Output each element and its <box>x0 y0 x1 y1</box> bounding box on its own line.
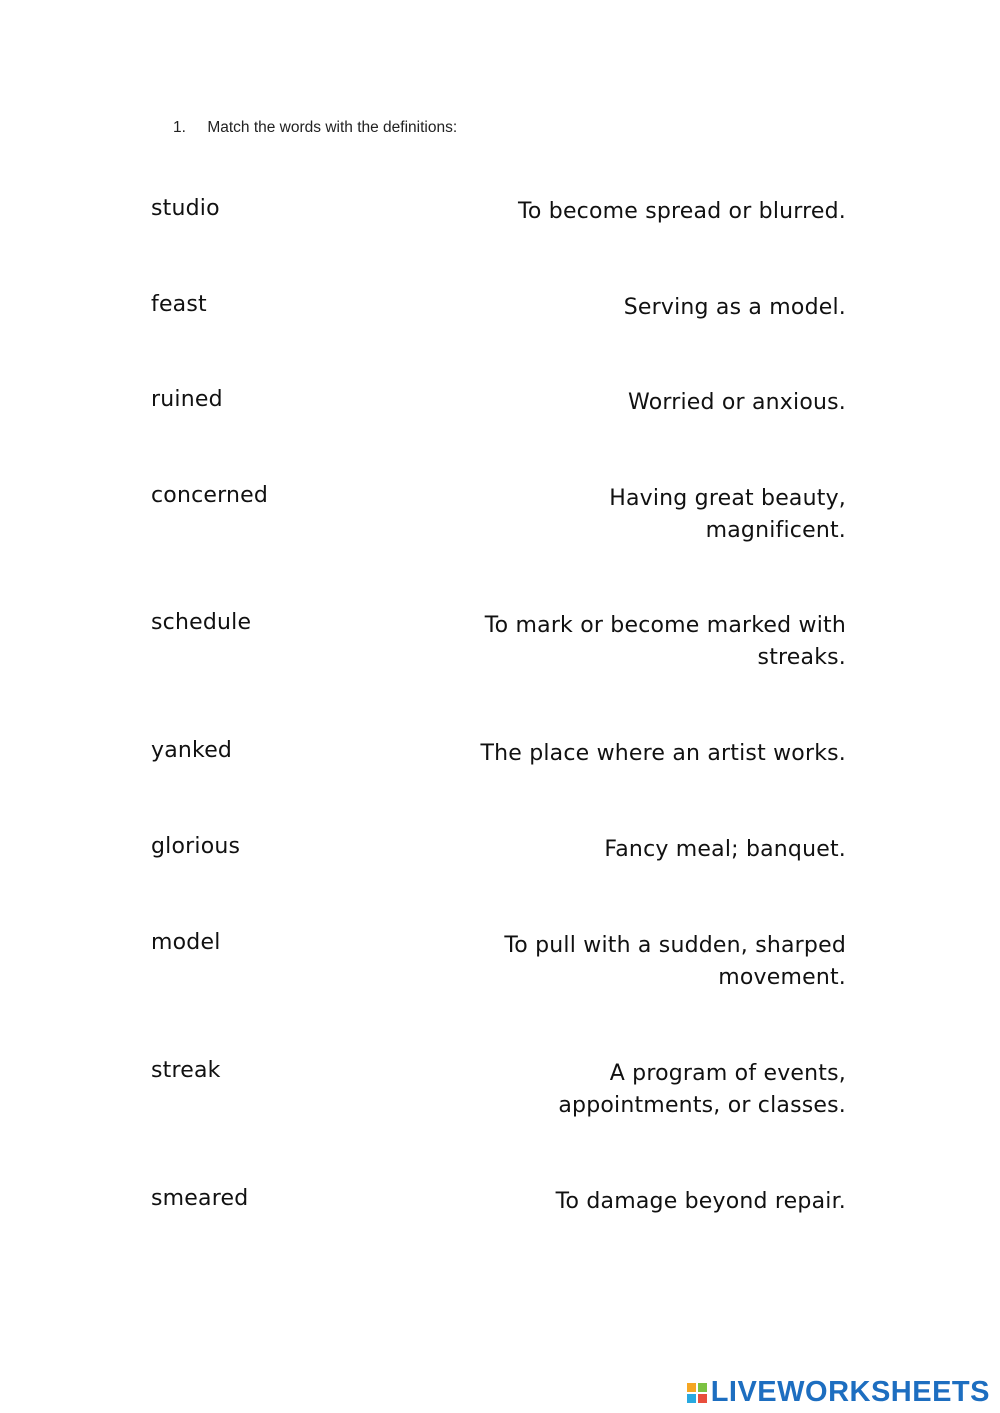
match-definition[interactable] <box>426 387 846 419</box>
match-definition[interactable] <box>426 1058 846 1122</box>
logo-square <box>698 1383 707 1392</box>
instruction-number: 1. <box>173 119 186 136</box>
definition-line: appointments, or classes. <box>558 1093 846 1118</box>
logo-square <box>687 1394 696 1403</box>
logo-icon <box>687 1383 707 1403</box>
match-word[interactable]: feast <box>151 292 207 317</box>
match-definition[interactable] <box>426 834 846 866</box>
match-definition[interactable] <box>426 292 846 324</box>
definition-line: A program of events, <box>609 1061 846 1086</box>
definition-line: Having great beauty, <box>609 486 846 511</box>
match-word[interactable]: yanked <box>151 738 233 763</box>
match-definition[interactable] <box>426 196 846 228</box>
match-word[interactable]: model <box>151 930 221 955</box>
definition-line: movement. <box>718 965 846 990</box>
definition-line: Worried or anxious. <box>628 390 846 415</box>
instruction-text: Match the words with the definitions: <box>207 119 458 136</box>
match-word[interactable]: ruined <box>151 387 223 412</box>
logo-square <box>687 1383 696 1392</box>
match-word[interactable]: concerned <box>151 483 269 508</box>
match-definition[interactable] <box>426 930 846 994</box>
match-word[interactable]: schedule <box>151 610 252 635</box>
logo-text: LIVEWORKSHEETS <box>710 1376 990 1408</box>
definition-line: The place where an artist works. <box>480 741 846 766</box>
definition-line: Fancy meal; banquet. <box>604 837 846 862</box>
definition-line: Serving as a model. <box>623 295 846 320</box>
match-word[interactable]: studio <box>151 196 220 221</box>
logo-square <box>698 1394 707 1403</box>
match-definition[interactable] <box>426 1186 846 1218</box>
definition-line: To mark or become marked with <box>484 613 846 638</box>
instruction <box>173 119 457 137</box>
match-definition[interactable] <box>426 483 846 547</box>
match-definition[interactable] <box>426 610 846 674</box>
definition-line: To damage beyond repair. <box>555 1189 846 1214</box>
definition-line: To become spread or blurred. <box>518 199 846 224</box>
definition-line: To pull with a sudden, sharped <box>504 933 846 958</box>
definition-line: magnificent. <box>705 518 846 543</box>
match-definition[interactable] <box>426 738 846 770</box>
definition-line: streaks. <box>757 645 846 670</box>
match-word[interactable]: streak <box>151 1058 221 1083</box>
match-word[interactable]: glorious <box>151 834 241 859</box>
match-word[interactable]: smeared <box>151 1186 249 1211</box>
liveworksheets-logo <box>687 1376 990 1409</box>
